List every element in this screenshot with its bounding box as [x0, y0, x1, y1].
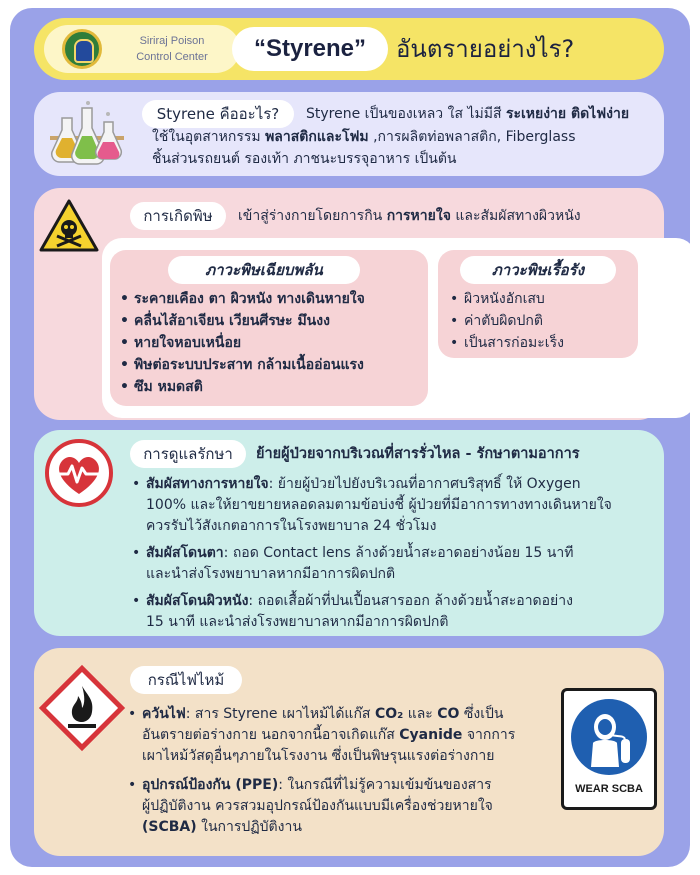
acute-title: ภาวะพิษเฉียบพลัน [168, 256, 360, 284]
smoke-text-2a: อันตรายต่อร่างกาย นอกจากนี้อาจเกิดแก๊ส [142, 727, 400, 743]
treatment-eye [132, 543, 660, 585]
poisoning-text-c: และสัมผัสทางผิวหนัง [450, 208, 581, 224]
fire-ppe [128, 775, 556, 838]
scba-label: WEAR SCBA [575, 783, 643, 795]
siriraj-logo-icon [62, 29, 102, 69]
title-english: “Styrene” [232, 27, 388, 71]
treatment-skin [132, 591, 660, 633]
ppe-text-1: : ในกรณีที่ไม่รู้ความเข้มข้นของสาร [278, 777, 492, 793]
eye-text-1: : ถอด Contact lens ล้างด้วยน้ำสะอาดอย่างน้อย 15 นาที [223, 545, 574, 561]
smoke-title: ควันไฟ [142, 706, 186, 722]
flame-hazard-icon [38, 664, 126, 752]
acute-item: • พิษต่อระบบประสาท กล้ามเนื้ออ่อนแรง [120, 354, 420, 376]
section-fire [34, 648, 664, 856]
chronic-box [438, 250, 638, 358]
chronic-item: • ค่าตับผิดปกติ [450, 310, 634, 332]
section-poisoning [34, 188, 664, 420]
logo-line-2: Control Center [136, 51, 208, 63]
acute-item: • คลื่นไส้อาเจียน เวียนศีรษะ มึนงง [120, 310, 420, 332]
eye-text-2: และนำส่งโรงพยาบาลหากมีอาการผิดปกติ [146, 566, 396, 582]
poisoning-text-b: การหายใจ [386, 208, 451, 224]
skull-warning-icon [38, 198, 100, 254]
header-banner [34, 18, 664, 80]
co2-text: CO₂ [374, 706, 404, 722]
acute-item: • ระคายเคือง ตา ผิวหนัง ทางเดินหายใจ [120, 288, 420, 310]
smoke-text-1c: ซึ่งเป็น [459, 706, 504, 722]
inhale-title: สัมผัสทางการหายใจ [146, 476, 269, 492]
skin-text-1: : ถอดเสื้อผ้าที่ปนเปื้อนสารออก ล้างด้วยน้ำสะอาดอย่าง [248, 593, 573, 609]
what-is-l2a: ใช้ในอุตสาหกรรม [152, 129, 266, 145]
logo-line-1: Siriraj Poison [139, 35, 205, 47]
skin-text-2: 15 นาที และนำส่งโรงพยาบาลหากมีอาการผิดปกติ [146, 614, 449, 630]
ppe-text-2: ผู้ปฏิบัติงาน ควรสวมอุปกรณ์ป้องกันแบบมีเครื่องช่วยหายใจ [142, 798, 493, 814]
treatment-headline: ย้ายผู้ป่วยจากบริเวณที่สารรั่วไหล - รักษาตามอาการ [256, 446, 580, 462]
wear-scba-sign [561, 688, 657, 810]
ppe-title: อุปกรณ์ป้องกัน (PPE) [142, 777, 279, 793]
logo-text [112, 33, 232, 65]
flask-icon [48, 98, 126, 172]
heart-pulse-icon [44, 438, 114, 508]
scba-mask-icon [571, 699, 647, 775]
what-is-l2c: ,การผลิตท่อพลาสติก, Fiberglass [368, 129, 576, 145]
what-is-label: Styrene คืออะไร? [142, 100, 294, 128]
treatment-label: การดูแลรักษา [130, 440, 246, 468]
symptoms-panel [102, 238, 696, 418]
inhale-text-3: ควรรับไว้สังเกตอาการในโรงพยาบาล 24 ชั่วโมง [146, 518, 437, 534]
what-is-l2b: พลาสติกและโฟม [265, 129, 369, 145]
fire-smoke [128, 704, 556, 767]
logo-pill [44, 25, 240, 73]
skin-title: สัมผัสโดนผิวหนัง [146, 593, 249, 609]
chronic-item: • เป็นสารก่อมะเร็ง [450, 332, 634, 354]
inhale-text-1: : ย้ายผู้ป่วยไปยังบริเวณที่อากาศบริสุทธิ์ ให้ Oxygen [268, 476, 581, 492]
poisoning-text [238, 205, 664, 227]
fire-label: กรณีไฟไหม้ [130, 666, 242, 694]
treatment-inhale [132, 474, 660, 537]
ppe-text-3: ในการปฏิบัติงาน [196, 819, 302, 835]
acute-item: • ซึม หมดสติ [120, 376, 420, 398]
poisoning-label: การเกิดพิษ [130, 202, 226, 230]
smoke-and: และ [403, 706, 438, 722]
chronic-item: • ผิวหนังอักเสบ [450, 288, 634, 310]
cyanide-text: Cyanide [399, 727, 463, 743]
acute-item: • หายใจหอบเหนื่อย [120, 332, 420, 354]
acute-list [120, 288, 420, 398]
title-thai: อันตรายอย่างไร? [396, 35, 575, 63]
co-text: CO [437, 706, 460, 722]
acute-box [110, 250, 428, 406]
what-is-line-2 [152, 126, 662, 148]
smoke-text-1: : สาร Styrene เผาไหม้ได้แก๊ส [185, 706, 375, 722]
smoke-text-2b: จากการ [462, 727, 516, 743]
eye-title: สัมผัสโดนตา [146, 545, 224, 561]
chronic-list [450, 288, 634, 354]
ppe-scba: (SCBA) [142, 819, 197, 835]
section-what-is [34, 92, 664, 176]
poisoning-text-a: เข้าสู่ร่างกายโดยการกิน [238, 208, 387, 224]
inhale-text-2: 100% และให้ยาขยายหลอดลมตามข้อบ่งชี้ ผู้ป่วยที่มีอาการทางทางเดินหายใจ [146, 497, 612, 513]
fire-list [128, 704, 556, 838]
chronic-title: ภาวะพิษเรื้อรัง [460, 256, 616, 284]
what-is-line-3: ชิ้นส่วนรถยนต์ รองเท้า ภาชนะบรรจุอาหาร เป็นต้น [152, 151, 457, 167]
what-is-l1a: Styrene เป็นของเหลว ใส ไม่มีสี [306, 106, 506, 122]
smoke-text-3: เผาไหม้วัสดุอื่นๆภายในโรงงาน ซึ่งเป็นพิษรุนแรงต่อร่างกาย [142, 748, 495, 764]
what-is-line-1 [306, 103, 662, 125]
what-is-l1b: ระเหยง่าย ติดไฟง่าย [505, 106, 630, 122]
treatment-list [132, 474, 660, 633]
section-treatment [34, 430, 664, 636]
